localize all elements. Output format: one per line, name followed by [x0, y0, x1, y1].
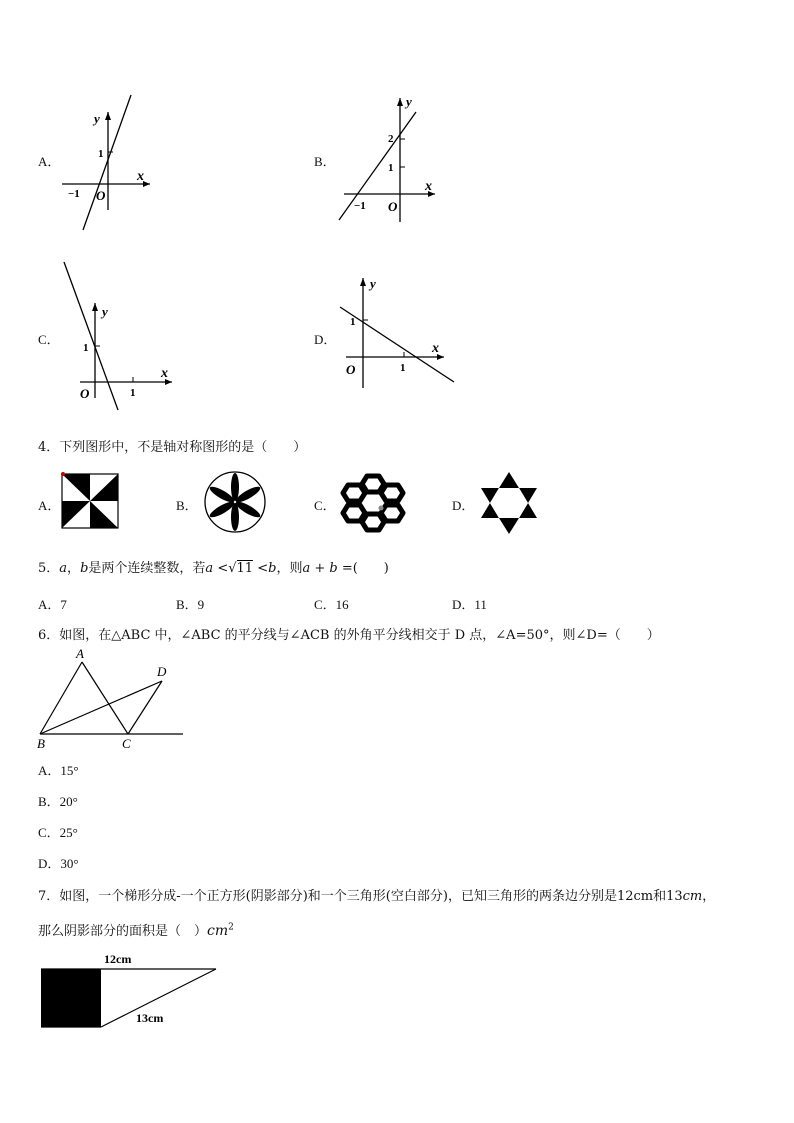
q4-option-b-label: B． [176, 498, 198, 513]
origin-label: O [80, 386, 90, 401]
q6-option-a: A．15° [38, 763, 79, 778]
tick-label: −1 [354, 200, 366, 212]
q4-option-d-label: D． [452, 498, 475, 513]
q5-option-c: C．16 [314, 597, 349, 612]
hexagon-ring-figure [337, 472, 409, 534]
x-axis-label: x [432, 341, 439, 356]
q5-option-b: B．9 [176, 597, 205, 612]
q3-option-b-label: B． [314, 154, 336, 169]
q7-trapezoid-figure [38, 950, 220, 1032]
q4-stem: 4．下列图形中，不是轴对称图形的是（ ） [38, 440, 307, 455]
q6-option-b: B．20° [38, 794, 78, 809]
y-axis-label: y [370, 276, 376, 291]
q3-option-a-label: A． [38, 154, 61, 169]
q6-triangle-figure [34, 644, 186, 756]
vertex-a-label: A [76, 646, 84, 661]
q5-stem: 5．a，b是两个连续整数，若a <√11 <b，则a + b =( ) [38, 561, 389, 576]
vertex-b-label: B [37, 736, 45, 751]
flower-figure [203, 470, 267, 534]
origin-label: O [346, 362, 356, 377]
sqrt-sign: √ [228, 561, 237, 576]
q5-option-a: A．7 [38, 597, 67, 612]
q5-option-d: D．11 [452, 597, 487, 612]
x-axis-label: x [161, 366, 168, 381]
q3-option-d-graph [332, 270, 457, 390]
tick-label: −1 [68, 188, 80, 200]
tick-label: 1 [98, 148, 104, 160]
q3-option-b-graph [332, 90, 442, 225]
tick-label: 1 [83, 342, 89, 354]
q4-option-a-label: A． [38, 498, 61, 513]
y-axis-label: y [102, 304, 108, 319]
vertex-c-label: C [122, 736, 131, 751]
q3-option-c-graph [58, 258, 178, 413]
q3-option-c-label: C． [38, 332, 60, 347]
x-axis-label: x [425, 179, 432, 194]
top-length-label: 12cm [104, 952, 132, 966]
origin-label: O [388, 199, 398, 214]
q6-option-c: C．25° [38, 825, 78, 840]
tick-label: 1 [388, 162, 394, 174]
tick-label: 1 [400, 362, 406, 374]
hypotenuse-length-label: 13cm [136, 1011, 164, 1025]
tick-label: 2 [388, 133, 394, 145]
y-axis-label: y [94, 111, 100, 126]
q7-line2: 那么阴影部分的面积是（ ）$cm^2$ [38, 922, 234, 939]
origin-label: O [96, 188, 106, 203]
q4-option-c-label: C． [314, 498, 336, 513]
star-of-david-figure [479, 470, 539, 536]
pinwheel-figure [60, 472, 120, 530]
x-axis-label: x [137, 169, 144, 184]
q3-option-d-label: D． [314, 332, 337, 347]
q3-option-a-graph [58, 90, 158, 235]
tick-label: 1 [130, 387, 136, 399]
q6-option-d: D．30° [38, 856, 79, 871]
vertex-d-label: D [157, 664, 167, 679]
y-axis-label: y [406, 94, 412, 109]
q6-stem: 6．如图，在△ABC 中，∠ABC 的平分线与∠ACB 的外角平分线相交于 D 点，∠A=50°，则∠D=（ ） [38, 628, 660, 643]
tick-label: 1 [350, 316, 356, 328]
q7-stem: 7．如图，一个梯形分成-一个正方形(阴影部分)和一个三角形(空白部分)，已知三角形的两条边分别是12cm和13cm， [38, 889, 716, 904]
